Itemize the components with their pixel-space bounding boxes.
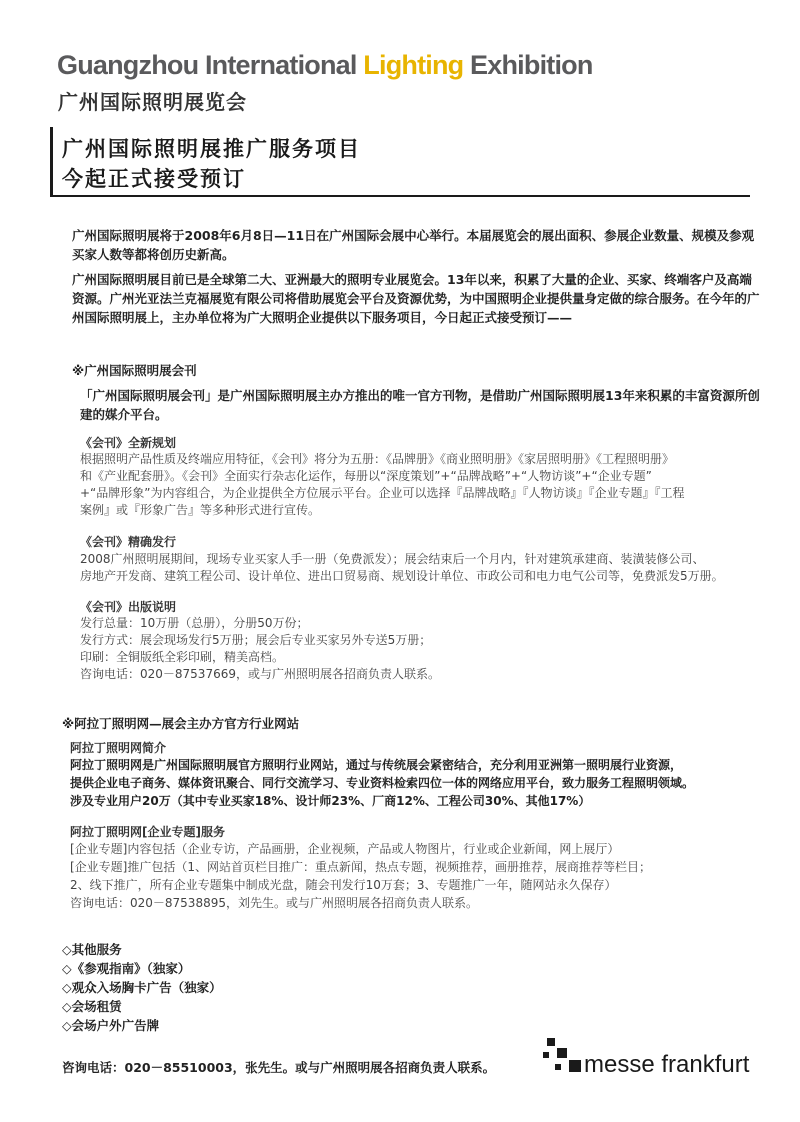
- journal-plan-heading: 《会刊》全新规划: [80, 436, 177, 450]
- website-service-line: [企业专题]内容包括（企业专访，产品画册，企业视频，产品或人物图片，行业或企业新闻，网上展厅）: [70, 842, 620, 856]
- exhibition-title-cn: 广州国际照明展览会: [58, 90, 247, 114]
- journal-pub-heading: 《会刊》出版说明: [80, 600, 177, 614]
- title-en-post: Exhibition: [463, 50, 593, 80]
- website-service-heading: 阿拉丁照明网[企业专题]服务: [70, 825, 225, 839]
- headline-line1: 广州国际照明展推广服务项目: [62, 136, 361, 161]
- website-service-text: [70, 840, 651, 912]
- footer-contact: 咨询电话：020－85510003，张先生。或与广州照明展各招商负责人联系。: [62, 1060, 496, 1075]
- service-item: ◇《参观指南》（独家）: [62, 961, 191, 976]
- title-en-highlight: Lighting: [363, 50, 464, 80]
- journal-dist-heading: 《会刊》精确发行: [80, 535, 177, 549]
- messe-frankfurt-logo-text: messe frankfurt: [584, 1051, 750, 1078]
- website-intro-heading: 阿拉丁照明网简介: [70, 741, 167, 755]
- website-service-line: 2、线下推广，所有企业专题集中制成光盘，随会刊发行10万套；3、专题推广一年，随网站永久保存）: [70, 878, 617, 892]
- intro-paragraph-2: 广州国际照明展目前已是全球第二大、亚洲最大的照明专业展览会。13年以来，积累了大量的企业、买家、终端客户及高端资源。广州光亚法兰克福展览有限公司将借助展览会平台及资源优势，为中国照明企业提供量身定做的综合服务。在今年的广州国际照明展上，主办单位将为广大照明企业提供以下服务项目，今日起正式接受预订——: [72, 272, 760, 325]
- journal-plan-line: 和《产业配套册》。《会刊》全面实行杂志化运作，每册以“深度策划”+“品牌战略”+“人物访谈”+“企业专题”: [80, 469, 652, 483]
- other-services-list: [62, 940, 222, 1035]
- headline-line2: 今起正式接受预订: [62, 166, 246, 191]
- website-intro-text: [70, 756, 694, 810]
- journal-pub-line: 发行方式：展会现场发行5万册；展会后专业买家另外专送5万册；: [80, 633, 432, 647]
- journal-plan-line: 根据照明产品性质及终端应用特征，《会刊》将分为五册：《品牌册》《商业照明册》《家居照明册》《工程照明册》: [80, 452, 675, 466]
- messe-frankfurt-logo-icon: [543, 1036, 581, 1076]
- journal-pub-line: 咨询电话：020－87537669，或与广州照明展各招商负责人联系。: [80, 667, 440, 681]
- journal-heading: ※广州国际照明展会刊: [72, 363, 197, 378]
- title-en-pre: Guangzhou International: [57, 50, 364, 80]
- journal-pub-line: 发行总量：10万册（总册），分册50万份；: [80, 616, 309, 630]
- journal-plan-line: +“品牌形象”为内容组合，为企业提供全方位展示平台。企业可以选择『品牌战略』『人物访谈』『企业专题』『工程: [80, 486, 685, 500]
- headline: [62, 134, 361, 194]
- website-heading: ※阿拉丁照明网—展会主办方官方行业网站: [62, 716, 300, 731]
- website-intro-line: 提供企业电子商务、媒体资讯聚合、同行交流学习、专业资料检索四位一体的网络应用平台，致力服务工程照明领域。: [70, 776, 695, 790]
- service-item: ◇观众入场胸卡广告（独家）: [62, 980, 222, 995]
- journal-plan-line: 案例』或『形象广告』等多种形式进行宣传。: [80, 503, 321, 517]
- journal-intro: 「广州国际照明展会刊」是广州国际照明展主办方推出的唯一官方刊物，是借助广州国际照明展13年来积累的丰富资源所创建的媒介平台。: [80, 388, 760, 422]
- headline-vertical-rule: [50, 127, 53, 197]
- website-intro-line: 阿拉丁照明网是广州国际照明展官方照明行业网站，通过与传统展会紧密结合，充分利用亚洲第一照明展行业资源，: [70, 758, 683, 772]
- website-intro-line: 涉及专业用户20万（其中专业买家18%、设计师23%、厂商12%、工程公司30%、其他17%）: [70, 794, 591, 808]
- service-item: ◇会场户外广告牌: [62, 1018, 160, 1033]
- service-item: ◇其他服务: [62, 942, 122, 957]
- website-service-line: [企业专题]推广包括（1、网站首页栏目推广：重点新闻，热点专题，视频推荐，画册推荐，展商推荐等栏目；: [70, 860, 652, 874]
- headline-horizontal-rule: [50, 195, 750, 197]
- journal-dist-line: 房地产开发商、建筑工程公司、设计单位、进出口贸易商、规划设计单位、市政公司和电力电气公司等，免费派发5万册。: [80, 569, 724, 583]
- journal-dist-text: [80, 551, 724, 585]
- service-item: ◇会场租赁: [62, 999, 122, 1014]
- exhibition-title-en: [57, 50, 593, 81]
- journal-dist-line: 2008广州照明展期间，现场专业买家人手一册（免费派发）；展会结束后一个月内，针对建筑承建商、装潢装修公司、: [80, 552, 705, 566]
- intro-paragraph-1: 广州国际照明展将于2008年6月8日—11日在广州国际会展中心举行。本届展览会的展出面积、参展企业数量、规模及参观买家人数等都将创历史新高。: [72, 228, 755, 262]
- journal-pub-text: [80, 615, 440, 683]
- journal-plan-text: [80, 451, 685, 519]
- journal-pub-line: 印刷：全铜版纸全彩印刷，精美高档。: [80, 650, 285, 664]
- website-service-line: 咨询电话：020－87538895，刘先生。或与广州照明展各招商负责人联系。: [70, 896, 478, 910]
